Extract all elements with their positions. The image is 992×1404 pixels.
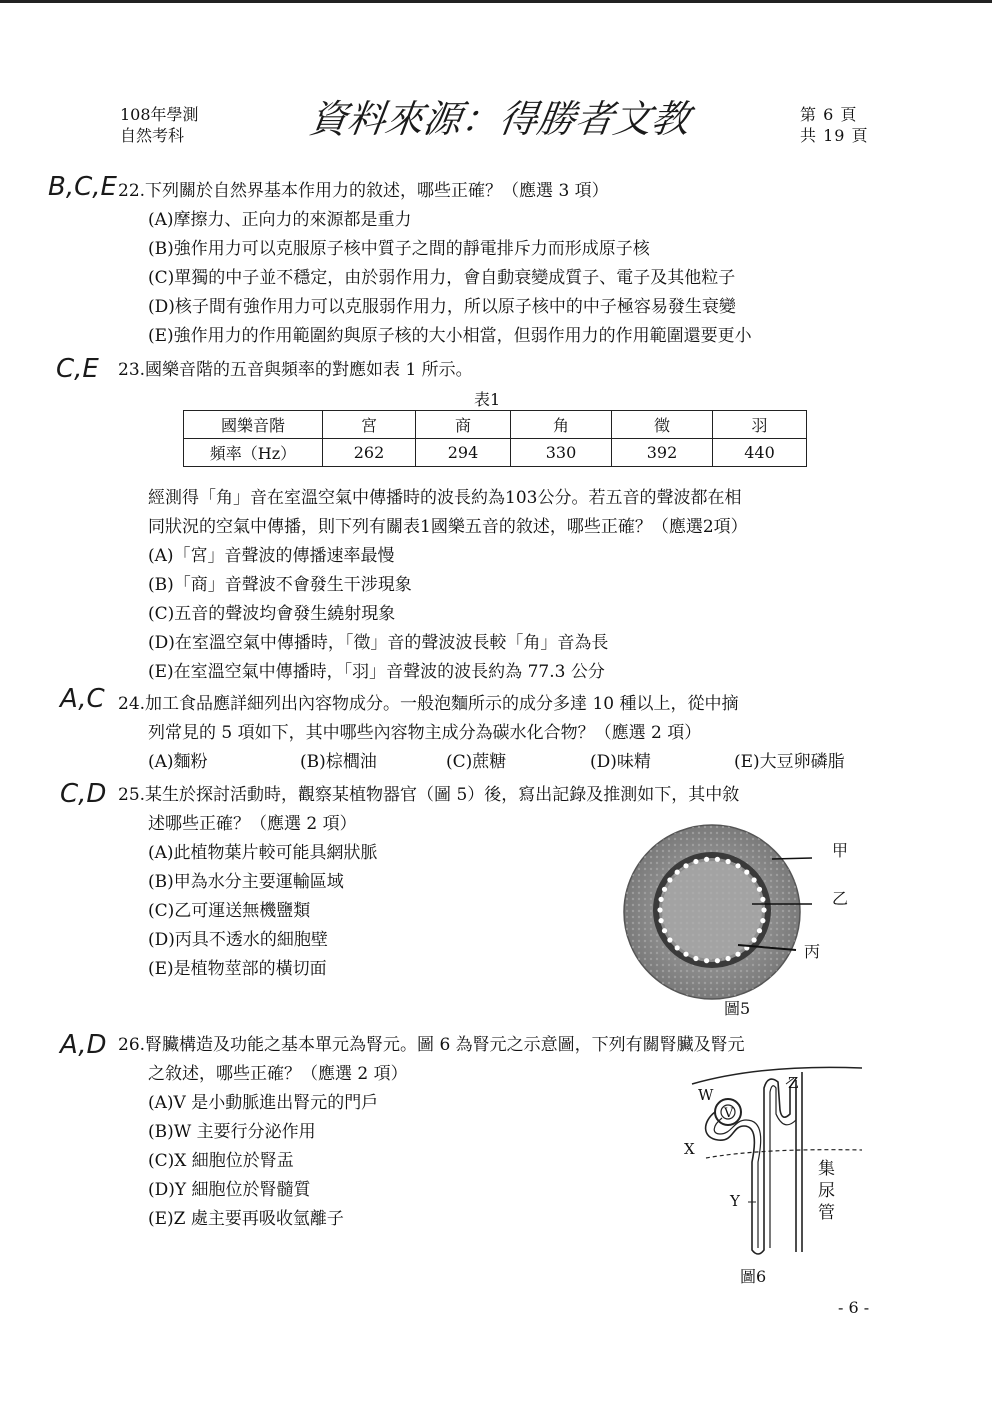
handwritten-source-note: 資料來源：得勝者文教 <box>306 97 693 141</box>
table-cell: 角 <box>511 411 612 439</box>
xylem-dot <box>735 952 740 957</box>
figure-6-nephron-diagram <box>672 1062 872 1262</box>
q26-stem-line-2: 之敘述，哪些正確？（應選 2 項） <box>148 1064 408 1084</box>
xylem-dot <box>662 887 667 892</box>
q26-stem-line-1: 26.腎臟構造及功能之基本單元為腎元。圖 6 為腎元之示意圖，下列有關腎臟及腎元 <box>118 1035 745 1055</box>
xylem-dot <box>761 907 766 912</box>
figure-6-label-v: V <box>724 1106 734 1121</box>
xylem-dot <box>715 857 720 862</box>
table-cell: 440 <box>713 439 807 467</box>
table-cell: 392 <box>612 439 713 467</box>
xylem-dot <box>757 928 762 933</box>
frequency-table <box>183 410 807 467</box>
figure-6-label-y: Y <box>730 1192 740 1210</box>
xylem-dot <box>683 863 688 868</box>
page-label: 第 6 頁 <box>800 105 858 124</box>
figure-6-label-guan: 管 <box>818 1203 835 1223</box>
figure-6-label-z: Z <box>788 1074 799 1092</box>
q24-option-b: (B)棕櫚油 <box>300 752 377 772</box>
q23-text-line-1: 經測得「角」音在室溫空氣中傳播時的波長約為103公分。若五音的聲波都在相 <box>148 488 742 508</box>
xylem-dot <box>752 877 757 882</box>
q23-option-b: (B)「商」音聲波不會發生干涉現象 <box>148 575 412 595</box>
q24-option-e: (E)大豆卵磷脂 <box>734 752 845 772</box>
q25-stem-line-1: 25.某生於探討活動時，觀察某植物器官（圖 5）後，寫出記錄及推測如下，其中敘 <box>118 785 740 805</box>
table-row <box>184 439 807 467</box>
xylem-dot <box>657 907 662 912</box>
figure-5-label-jia: 甲 <box>832 841 849 860</box>
xylem-dot <box>760 918 765 923</box>
table-cell: 330 <box>511 439 612 467</box>
figure-6-caption: 圖6 <box>740 1267 767 1286</box>
table-cell: 294 <box>416 439 511 467</box>
q23-option-d: (D)在室溫空氣中傳播時，「徵」音的聲波波長較「角」音為長 <box>148 633 609 653</box>
table-cell: 商 <box>416 411 511 439</box>
xylem-dot <box>683 952 688 957</box>
q26-option-c: (C)X 細胞位於腎盂 <box>148 1151 294 1171</box>
q24-stem-line-1: 24.加工食品應詳細列出內容物成分。一般泡麵所示的成分多達 10 種以上，從中摘 <box>118 694 739 714</box>
xylem-dot <box>715 958 720 963</box>
q24-option-d: (D)味精 <box>590 752 651 772</box>
xylem-dot <box>675 945 680 950</box>
xylem-dot <box>757 887 762 892</box>
xylem-dot <box>659 897 664 902</box>
table-cell: 宮 <box>323 411 416 439</box>
xylem-dot <box>675 870 680 875</box>
q22-option-b: (B)強作用力可以克服原子核中質子之間的靜電排斥力而形成原子核 <box>148 239 650 259</box>
table-row <box>184 411 807 439</box>
handwritten-answer-24: A,C <box>60 684 105 714</box>
q26-option-e: (E)Z 處主要再吸收氫離子 <box>148 1209 344 1229</box>
q25-option-d: (D)丙具不透水的細胞壁 <box>148 930 328 950</box>
xylem-dot <box>667 937 672 942</box>
figure-5-stem-cross-section <box>612 812 862 1012</box>
handwritten-answer-25: C,D <box>60 779 107 809</box>
table-1-caption: 表1 <box>474 390 501 409</box>
q25-option-a: (A)此植物葉片較可能具網狀脈 <box>148 843 378 863</box>
figure-6-label-w: W <box>698 1086 714 1104</box>
xylem-dot <box>752 937 757 942</box>
total-pages-label: 共 19 頁 <box>800 126 869 145</box>
handwritten-answer-26: A,D <box>60 1030 107 1060</box>
figure-6-label-niao: 尿 <box>818 1181 835 1201</box>
xylem-dot <box>744 870 749 875</box>
xylem-dot <box>760 897 765 902</box>
figure-5-label-yi: 乙 <box>832 889 849 908</box>
xylem-dot <box>704 958 709 963</box>
q26-option-b: (B)W 主要行分泌作用 <box>148 1122 316 1142</box>
q23-option-c: (C)五音的聲波均會發生繞射現象 <box>148 604 396 624</box>
q23-option-a: (A)「宮」音聲波的傳播速率最慢 <box>148 546 395 566</box>
xylem-dot <box>693 956 698 961</box>
question-22-stem: 22.下列關於自然界基本作用力的敘述，哪些正確？（應選 3 項） <box>118 181 609 201</box>
q22-option-a: (A)摩擦力、正向力的來源都是重力 <box>148 210 412 230</box>
figure-5-label-bing: 丙 <box>804 942 821 961</box>
q26-option-d: (D)Y 細胞位於腎髓質 <box>148 1180 311 1200</box>
q24-option-c: (C)蔗糖 <box>446 752 507 772</box>
exam-year: 108年學測 <box>120 105 199 124</box>
top-border <box>0 0 992 3</box>
figure-6-label-x: X <box>684 1140 695 1158</box>
q25-option-b: (B)甲為水分主要運輸區域 <box>148 872 344 892</box>
table-cell: 262 <box>323 439 416 467</box>
q24-stem-line-2: 列常見的 5 項如下，其中哪些內容物主成分為碳水化合物？（應選 2 項） <box>148 723 702 743</box>
figure-5-caption: 圖5 <box>724 999 751 1018</box>
handwritten-answer-23: C,E <box>56 354 99 384</box>
figure-6-label-ji: 集 <box>818 1159 835 1179</box>
xylem-dot <box>726 956 731 961</box>
table-header-cell: 頻率（Hz） <box>184 439 323 467</box>
exam-subject: 自然考科 <box>120 126 185 145</box>
q26-option-a: (A)V 是小動脈進出腎元的門戶 <box>148 1093 379 1113</box>
question-23-stem: 23.國樂音階的五音與頻率的對應如表 1 所示。 <box>118 360 473 380</box>
xylem-dot <box>735 863 740 868</box>
q24-option-a: (A)麵粉 <box>148 752 208 772</box>
q23-text-line-2: 同狀況的空氣中傳播，則下列有關表1國樂五音的敘述，哪些正確？（應選2項） <box>148 517 748 537</box>
xylem-dot <box>659 918 664 923</box>
q22-option-d: (D)核子間有強作用力可以克服弱作用力，所以原子核中的中子極容易發生衰變 <box>148 297 736 317</box>
q25-option-e: (E)是植物莖部的橫切面 <box>148 959 327 979</box>
xylem-dot <box>662 928 667 933</box>
page-number-footer: - 6 - <box>838 1298 870 1317</box>
q25-option-c: (C)乙可運送無機鹽類 <box>148 901 311 921</box>
table-header-cell: 國樂音階 <box>184 411 323 439</box>
table-cell: 徵 <box>612 411 713 439</box>
xylem-dot <box>667 877 672 882</box>
xylem-dot <box>726 859 731 864</box>
xylem-dot <box>704 857 709 862</box>
table-cell: 羽 <box>713 411 807 439</box>
q25-stem-line-2: 述哪些正確？（應選 2 項） <box>148 814 357 834</box>
q22-option-e: (E)強作用力的作用範圍約與原子核的大小相當，但弱作用力的作用範圍還要更小 <box>148 326 752 346</box>
handwritten-answer-22: B,C,E <box>48 172 117 202</box>
q23-option-e: (E)在室溫空氣中傳播時，「羽」音聲波的波長約為 77.3 公分 <box>148 662 605 682</box>
xylem-dot <box>693 859 698 864</box>
q22-option-c: (C)單獨的中子並不穩定，由於弱作用力，會自動衰變成質子、電子及其他粒子 <box>148 268 736 288</box>
